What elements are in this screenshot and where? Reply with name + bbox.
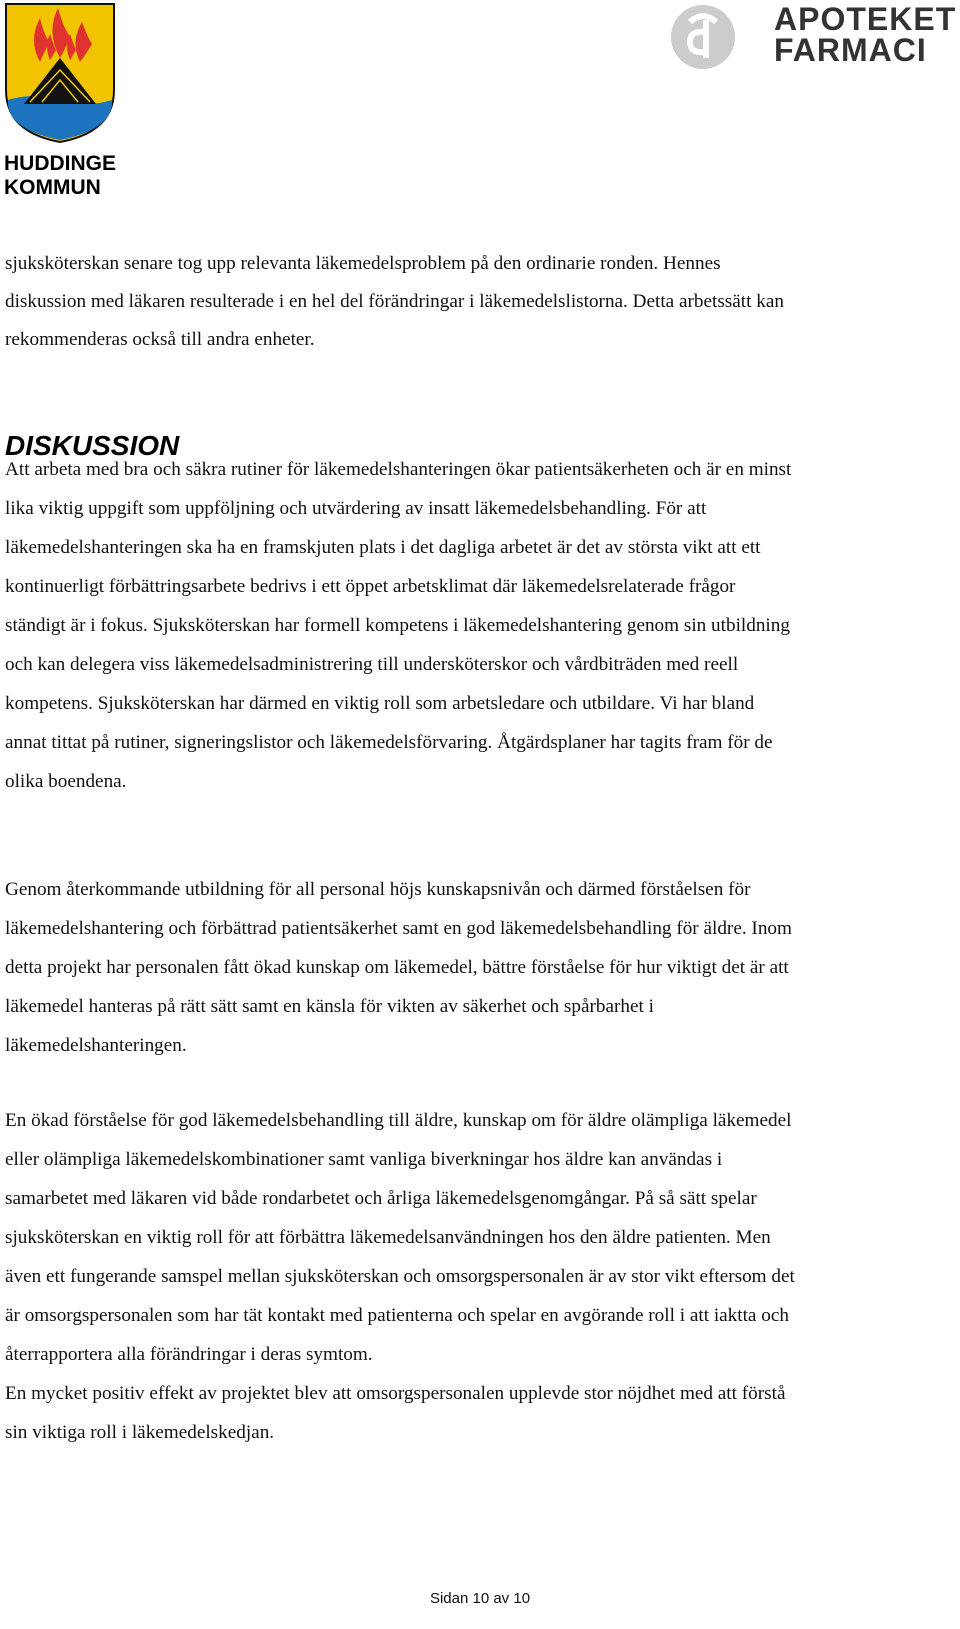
intro-line: diskussion med läkaren resulterade i en hel del förändringar i läkemedelslistorna. Detta arbetssätt kan <box>5 291 784 312</box>
brand-line-2: FARMACI <box>774 32 927 68</box>
discussion-paragraph-1 <box>5 450 960 801</box>
paragraph-line: En mycket positiv effekt av projektet blev att omsorgspersonalen upplevde stor nöjdhet med att förstå <box>5 1383 786 1404</box>
brand-line-1: APOTEKET <box>774 1 957 37</box>
paragraph-line: kompetens. Sjuksköterskan har därmed en viktig roll som arbetsledare och utbildare. Vi har bland <box>5 693 755 714</box>
paragraph-line: läkemedelshanteringen ska ha en framskjuten plats i det dagliga arbetet är det av största vikt att ett <box>5 537 761 558</box>
paragraph-line: Genom återkommande utbildning för all personal höjs kunskapsnivån och därmed förståelsen för <box>5 879 751 900</box>
apoteket-brand-name <box>774 1 957 68</box>
kommun-name-line-1: HUDDINGE <box>4 152 117 175</box>
paragraph-line: läkemedelshantering och förbättrad patientsäkerhet samt en god läkemedelsbehandling för äldre. Inom <box>5 918 792 939</box>
intro-line: sjuksköterskan senare tog upp relevanta läkemedelsproblem på den ordinarie ronden. Hennes <box>5 253 721 274</box>
paragraph-line: och kan delegera viss läkemedelsadministrering till undersköterskor och vårdbiträden med reell <box>5 654 739 675</box>
intro-text-block <box>5 245 960 359</box>
paragraph-line: samarbetet med läkaren vid både rondarbetet och årliga läkemedelsgenomgångar. På så sätt spelar <box>5 1188 757 1209</box>
kommun-name-line-2: KOMMUN <box>4 176 101 199</box>
section-heading: DISKUSSION <box>5 430 180 461</box>
paragraph-line: Att arbeta med bra och säkra rutiner för läkemedelshanteringen ökar patientsäkerheten och är en minst <box>5 459 792 480</box>
discussion-paragraph-3 <box>5 1101 960 1452</box>
intro-line: rekommenderas också till andra enheter. <box>5 329 315 350</box>
paragraph-line: lika viktig uppgift som uppföljning och utvärdering av insatt läkemedelsbehandling. För att <box>5 498 707 519</box>
apoteket-mark-icon <box>668 2 738 72</box>
page-number: Sidan 10 av 10 <box>429 1590 531 1607</box>
paragraph-line: sjuksköterskan en viktig roll för att förbättra läkemedelsanvändningen hos den äldre patienten. Men <box>5 1227 771 1248</box>
paragraph-line: kontinuerligt förbättringsarbete bedrivs i ett öppet arbetsklimat där läkemedelsrelaterade frågor <box>5 576 736 597</box>
paragraph-line: läkemedelshanteringen. <box>5 1035 187 1056</box>
paragraph-line: även ett fungerande samspel mellan sjuksköterskan och omsorgspersonalen är av stor vikt eftersom det <box>5 1266 795 1287</box>
paragraph-line: annat tittat på rutiner, signeringslistor och läkemedelsförvaring. Åtgärdsplaner har tagits fram för de <box>5 732 773 753</box>
paragraph-line: detta projekt har personalen fått ökad kunskap om läkemedel, bättre förståelse för hur viktigt det är att <box>5 957 789 978</box>
huddinge-coat-of-arms-icon <box>0 0 130 150</box>
paragraph-line: läkemedel hanteras på rätt sätt samt en känsla för vikten av säkerhet och spårbarhet i <box>5 996 654 1017</box>
paragraph-line: olika boendena. <box>5 771 127 792</box>
paragraph-line: är omsorgspersonalen som har tät kontakt med patienterna och spelar en avgörande roll i att iaktta och <box>5 1305 789 1326</box>
paragraph-line: eller olämpliga läkemedelskombinationer samt vanliga biverkningar hos äldre kan användas i <box>5 1149 723 1170</box>
huddinge-kommun-logo <box>0 0 130 200</box>
apoteket-farmaci-logo <box>692 0 957 75</box>
paragraph-line: En ökad förståelse för god läkemedelsbehandling till äldre, kunskap om för äldre olämpliga läkemedel <box>5 1110 792 1131</box>
paragraph-line: återrapportera alla förändringar i deras symtom. <box>5 1344 373 1365</box>
intro-paragraph <box>5 245 960 359</box>
paragraph-line: sin viktiga roll i läkemedelskedjan. <box>5 1422 275 1443</box>
paragraph-line: ständigt är i fokus. Sjuksköterskan har formell kompetens i läkemedelshantering genom sin utbildning <box>5 615 790 636</box>
kommun-name <box>4 152 116 200</box>
discussion-paragraph-2 <box>5 870 960 1065</box>
